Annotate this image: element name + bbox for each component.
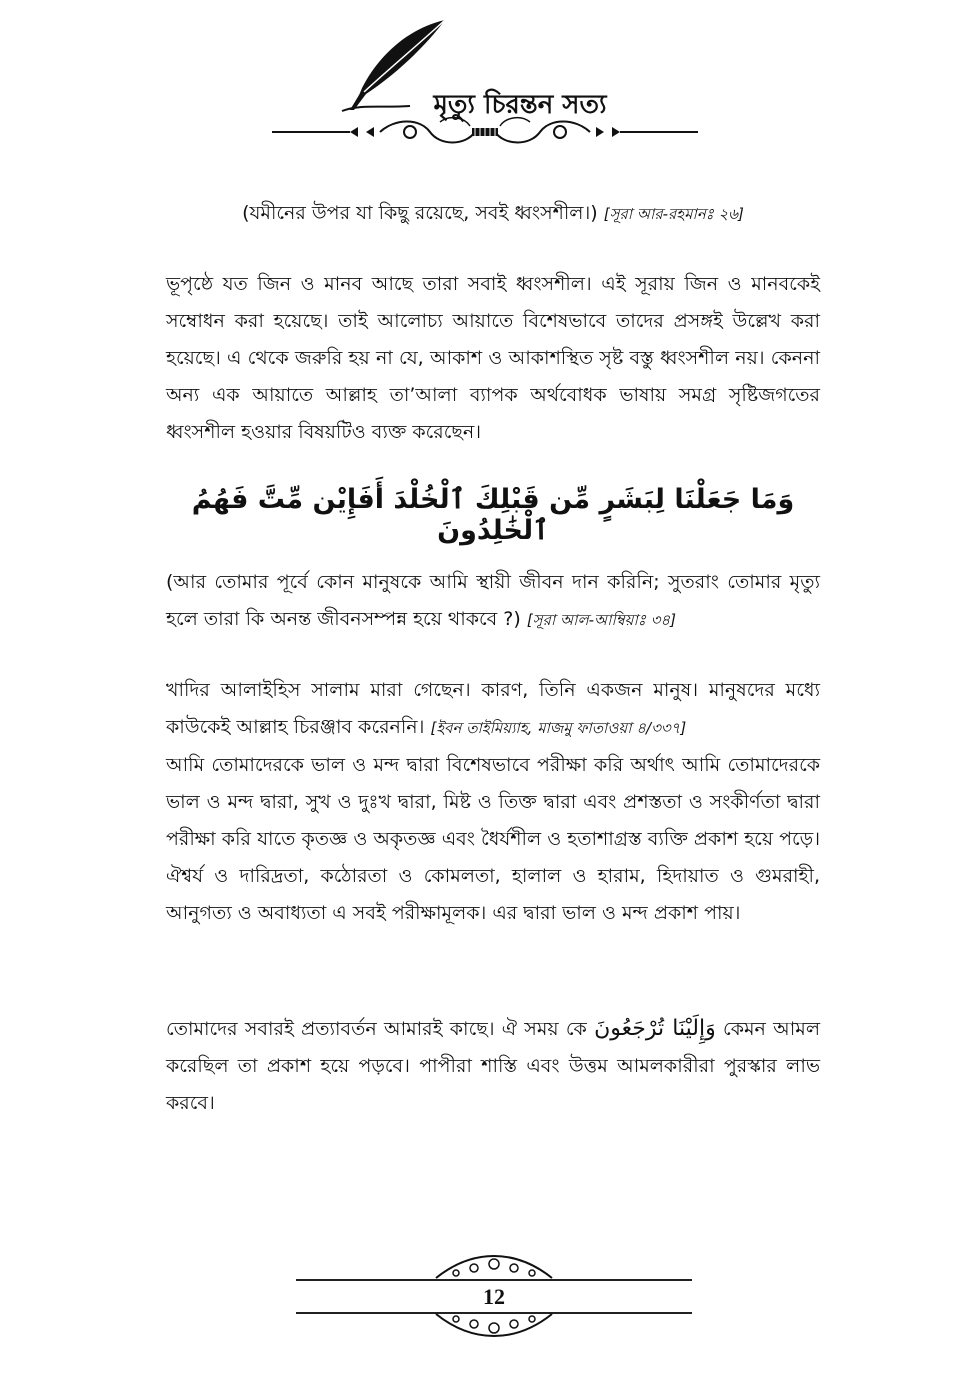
paragraph-text-continued: কেমন আমল করেছিল তা প্রকাশ হয়ে পড়বে। পাপীরা শাস্তি এবং উত্তম আমলকারীরা পুরস্কার লাভ করবে। [166,1018,820,1114]
ornament-divider [270,116,700,148]
verse-text: (যমীনের উপর যা কিছু রয়েছে, সবই ধ্বংসশীল।) [242,202,598,224]
arabic-verse: وَمَا جَعَلْنَا لِبَشَرٍ مِّن قَبْلِكَ ٱلْخُلْدَ أَفَإِيْن مِّتَّ فَهُمُ ٱلْخَٰلِدُونَ [191,484,795,546]
paragraph-return [166,1010,820,1122]
page-header [270,18,700,148]
paragraph-text: খাদির আলাইহিস সালাম মারা গেছেন। কারণ, তিনি একজন মানুষ। মানুষদের মধ্যে কাউকেই আল্লাহ চিরঞ্জাব করেননি। [166,679,820,738]
paragraph-text: ভূপৃষ্ঠে যত জিন ও মানব আছে তারা সবাই ধ্বংসশীল। এই সূরায় জিন ও মানবকেই সম্বোধন করা হয়েছে। তাই আলোচ্য আয়াতে বিশেষভাবে তাদের প্রসঙ্গই উল্লেখ করা হয়েছে। এ থেকে জরুরি হয় না যে, আকাশ ও আকাশস্থিত সৃষ্ট বস্তু ধ্বংসশীল নয়। কেননা অন্য এক আয়াতে আল্লাহ তা’আলা ব্যাপক অর্থবোধক ভাষায় সমগ্র সৃষ্টিজগতের ধ্বংসশীল হওয়ার বিষয়টিও ব্যক্ত করেছেন। [166,273,820,443]
translation-citation: [সূরা আল-আম্বিয়াঃ ৩৪] [526,611,676,629]
page-title: মৃত্যু চিরন্তন সত্য [433,90,607,120]
paragraph-khidr [166,672,820,932]
translation-text: (আর তোমার পূর্বে কোন মানুষকে আমি স্থায়ী জীবন দান করিনি; সুতরাং তোমার মৃত্যু হলে তারা কি অনন্ত জীবনসম্পন্ন হয়ে থাকবে ?) [166,571,820,630]
footer-ornament-bottom [296,1312,692,1342]
footer-rule-top [296,1279,692,1281]
footer-ornament-top [296,1252,692,1282]
paragraph-citation: [ইবন তাইমিয়্যাহ, মাজমু ফাতাওয়া ৪/৩৩৭] [430,719,687,737]
paragraph-trial: আমি তোমাদেরকে ভাল ও মন্দ দ্বারা বিশেষভাবে পরীক্ষা করি অর্থাৎ আমি তোমাদেরকে ভাল ও মন্দ দ্বারা, সুখ ও দুঃখ দ্বারা, মিষ্ট ও তিক্ত দ্বারা এবং প্রশস্ততা ও সংকীর্ণতা দ্বারা পরীক্ষা করি যাতে কৃতজ্ঞ ও অকৃতজ্ঞ এবং ধৈর্যশীল ও হতাশাগ্রস্ত ব্যক্তি প্রকাশ হয়ে পড়ে। ঐশ্বর্য ও দারিদ্রতা, কঠোরতা ও কোমলতা, হালাল ও হারাম, হিদায়াত ও গুমরাহী, আনুগত্য ও অবাধ্যতা এ সবই পরীক্ষামূলক। এর দ্বারা ভাল ও মন্দ প্রকাশ পায়। [166,754,820,924]
page-number: 12 [483,1284,505,1309]
verse-translation-2 [166,564,820,639]
verse-citation: [সূরা আর-রহমানঃ ২৬] [603,205,744,223]
paragraph-commentary [166,266,820,451]
inline-arabic: وَإِلَيْنَا تُرْجَعُونَ [594,1016,716,1041]
paragraph-text: তোমাদের সবারই প্রত্যাবর্তন আমারই কাছে। ঐ সময় কে [166,1018,587,1040]
page-footer [296,1252,692,1342]
verse-translation [166,198,820,229]
